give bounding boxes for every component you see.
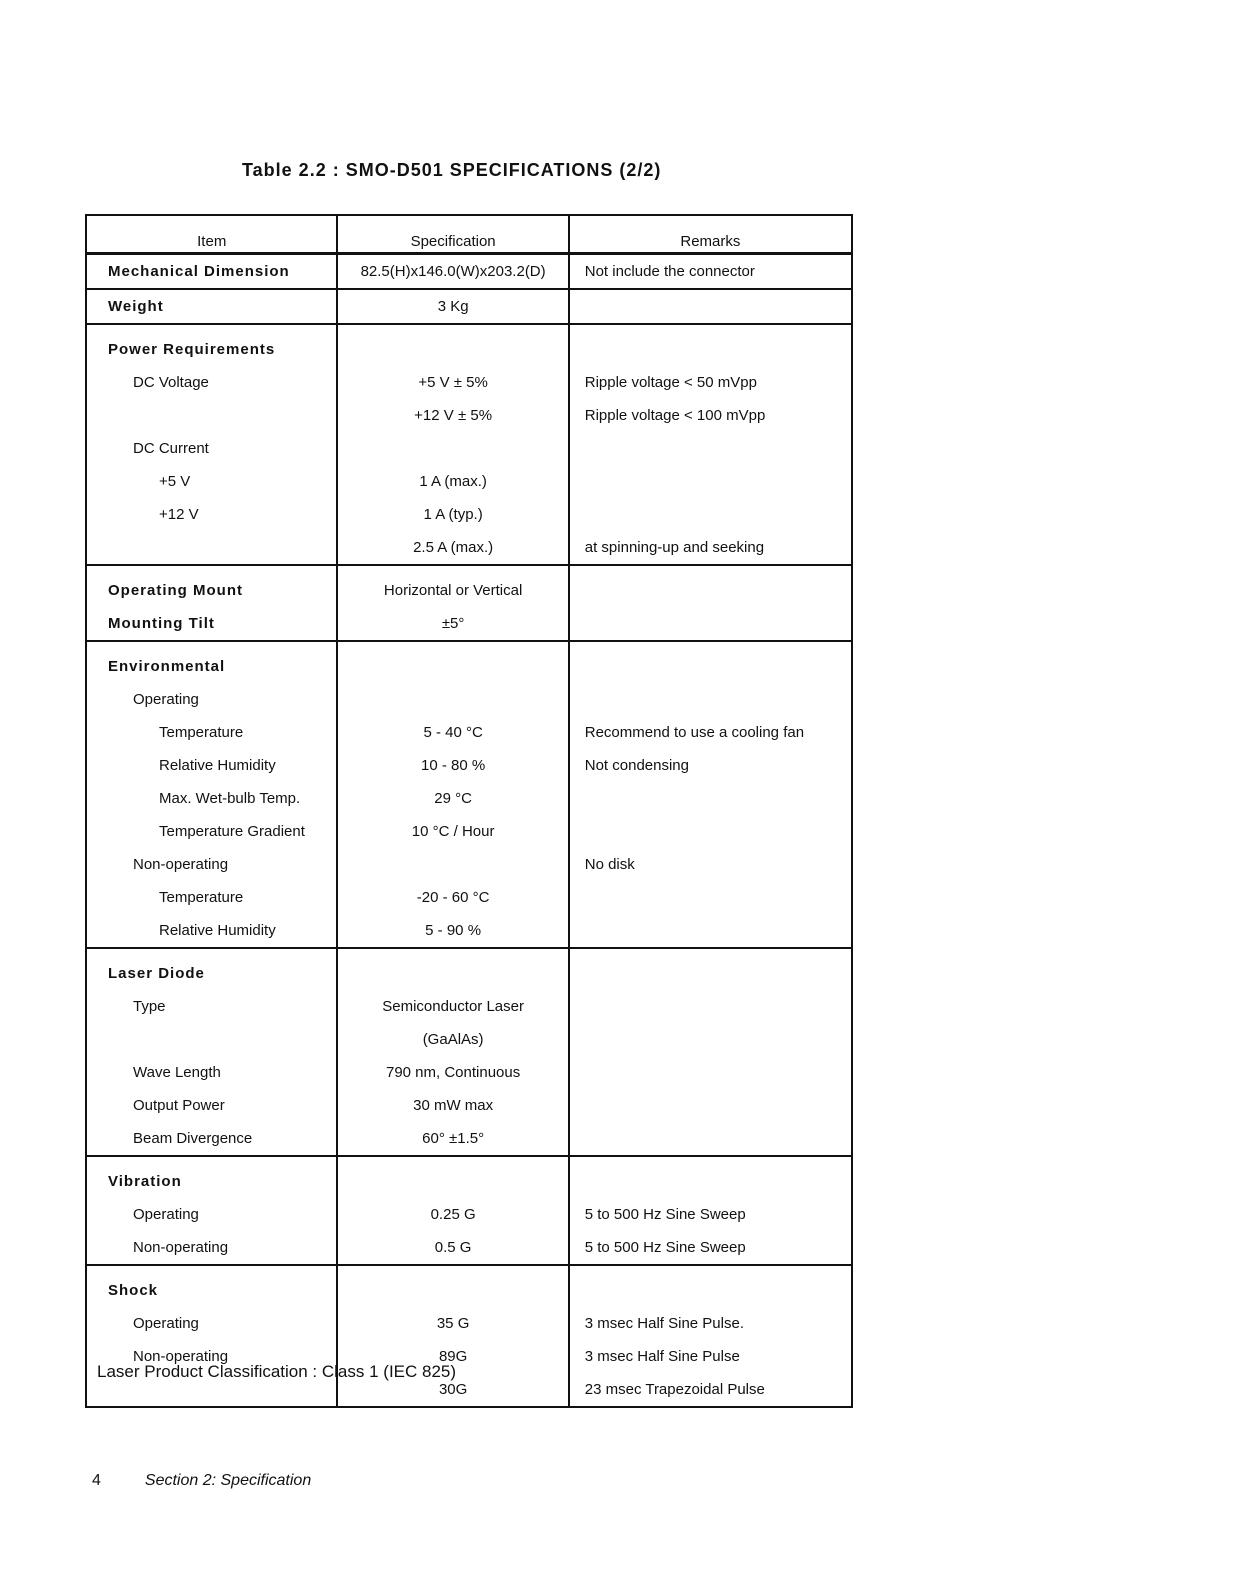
item-label: Power Requirements bbox=[108, 341, 276, 358]
remark-text bbox=[570, 566, 851, 607]
specification-value: (GaAlAs) bbox=[422, 1031, 484, 1048]
item-label: Operating Mount bbox=[108, 582, 243, 599]
section-label: Section 2: Specification bbox=[144, 1472, 312, 1489]
item-label: Max. Wet-bulb Temp. bbox=[159, 790, 301, 807]
remarks-cell bbox=[569, 948, 852, 1156]
laser-classification-note: Laser Product Classification : Class 1 (IEC 825) bbox=[97, 1362, 457, 1381]
item-label: Laser Diode bbox=[108, 965, 205, 982]
table-row bbox=[86, 948, 852, 1156]
remark-text: 23 msec Trapezoidal Pulse bbox=[584, 1381, 765, 1398]
remark-text bbox=[570, 325, 851, 366]
specification-value: +12 V ± 5% bbox=[414, 407, 493, 424]
specification-value: 30 mW max bbox=[413, 1097, 494, 1114]
item-label: Relative Humidity bbox=[159, 922, 276, 939]
remark-text bbox=[570, 1157, 851, 1198]
remark-text bbox=[570, 1089, 851, 1122]
remark-text bbox=[570, 1266, 851, 1307]
page-footer bbox=[92, 1472, 311, 1490]
specification-value bbox=[338, 683, 567, 716]
specification-value: +5 V ± 5% bbox=[418, 374, 488, 391]
item-label: Mechanical Dimension bbox=[108, 263, 290, 280]
specification-value bbox=[338, 325, 567, 366]
table-title: Table 2.2 : SMO-D501 SPECIFICATIONS (2/2) bbox=[242, 160, 662, 180]
remarks-cell bbox=[569, 254, 852, 290]
specification-cell bbox=[337, 254, 568, 290]
item-label: Mounting Tilt bbox=[108, 615, 215, 632]
specification-value: 0.25 G bbox=[430, 1206, 476, 1223]
item-label: Non-operating bbox=[133, 1239, 229, 1256]
specification-value: 82.5(H)x146.0(W)x203.2(D) bbox=[360, 263, 546, 280]
remark-text bbox=[570, 815, 851, 848]
item-label: Output Power bbox=[133, 1097, 225, 1114]
table-row bbox=[86, 565, 852, 641]
table-row bbox=[86, 1156, 852, 1265]
specification-value: 1 A (typ.) bbox=[423, 506, 483, 523]
page-number: 4 bbox=[92, 1472, 101, 1489]
remark-text: 5 to 500 Hz Sine Sweep bbox=[584, 1206, 746, 1223]
specification-value: 1 A (max.) bbox=[419, 473, 487, 490]
remarks-cell bbox=[569, 324, 852, 565]
item-label: Temperature Gradient bbox=[159, 823, 305, 840]
item-label: Non-operating bbox=[133, 856, 229, 873]
remark-text: Ripple voltage < 100 mVpp bbox=[584, 407, 766, 424]
specification-cell bbox=[337, 289, 568, 324]
table-row bbox=[86, 254, 852, 290]
item-label: Relative Humidity bbox=[159, 757, 276, 774]
specification-value: -20 - 60 °C bbox=[416, 889, 490, 906]
specification-value: 790 nm, Continuous bbox=[385, 1064, 521, 1081]
column-header-specification: Specification bbox=[337, 215, 568, 254]
item-label bbox=[87, 1023, 336, 1056]
specification-cell bbox=[337, 1265, 568, 1407]
remark-text bbox=[570, 290, 851, 323]
specification-cell bbox=[337, 324, 568, 565]
remark-text bbox=[570, 1056, 851, 1089]
remark-text bbox=[570, 498, 851, 531]
item-label bbox=[87, 399, 336, 432]
item-label: +5 V bbox=[159, 473, 191, 490]
specification-value: 29 °C bbox=[434, 790, 472, 807]
remark-text bbox=[570, 432, 851, 465]
specification-value: 10 - 80 % bbox=[421, 757, 486, 774]
remark-text: at spinning-up and seeking bbox=[584, 539, 765, 556]
remark-text bbox=[570, 782, 851, 815]
item-label: Weight bbox=[108, 298, 164, 315]
specification-value: 89G bbox=[438, 1348, 468, 1365]
specification-value: 0.5 G bbox=[434, 1239, 472, 1256]
specification-cell bbox=[337, 1156, 568, 1265]
column-header-remarks: Remarks bbox=[569, 215, 852, 254]
specification-cell bbox=[337, 641, 568, 948]
specification-value: ±5° bbox=[441, 615, 465, 632]
remark-text: Ripple voltage < 50 mVpp bbox=[584, 374, 757, 391]
specification-value: 2.5 A (max.) bbox=[413, 539, 494, 556]
table-row bbox=[86, 289, 852, 324]
specification-value bbox=[338, 642, 567, 683]
remark-text: 5 to 500 Hz Sine Sweep bbox=[584, 1239, 746, 1256]
specification-value bbox=[338, 848, 567, 881]
specification-value: Semiconductor Laser bbox=[382, 998, 524, 1015]
table-header-row bbox=[86, 215, 852, 254]
remark-text bbox=[570, 642, 851, 683]
remark-text bbox=[570, 1023, 851, 1056]
item-cell bbox=[86, 254, 337, 290]
item-label: Beam Divergence bbox=[133, 1130, 253, 1147]
item-label: Non-operating bbox=[133, 1348, 229, 1365]
remark-text: Recommend to use a cooling fan bbox=[584, 724, 805, 741]
remark-text: 3 msec Half Sine Pulse. bbox=[584, 1315, 744, 1332]
item-cell bbox=[86, 324, 337, 565]
remark-text: Not condensing bbox=[584, 757, 689, 774]
remark-text bbox=[570, 1122, 851, 1155]
remark-text bbox=[570, 465, 851, 498]
specification-value: 30G bbox=[438, 1381, 468, 1398]
spec-table bbox=[85, 214, 853, 1408]
remark-text: 3 msec Half Sine Pulse bbox=[584, 1348, 740, 1365]
remark-text bbox=[570, 949, 851, 990]
item-label: Shock bbox=[108, 1282, 159, 1299]
item-cell bbox=[86, 565, 337, 641]
item-cell bbox=[86, 948, 337, 1156]
remark-text bbox=[570, 990, 851, 1023]
item-cell bbox=[86, 289, 337, 324]
remarks-cell bbox=[569, 565, 852, 641]
table-row bbox=[86, 641, 852, 948]
item-label: Temperature bbox=[159, 889, 244, 906]
specification-value: 35 G bbox=[436, 1315, 470, 1332]
specification-value: 10 °C / Hour bbox=[411, 823, 495, 840]
specification-value bbox=[338, 949, 567, 990]
table-body bbox=[86, 254, 852, 1408]
item-label: DC Voltage bbox=[133, 374, 209, 391]
item-label bbox=[87, 531, 336, 564]
item-label: Operating bbox=[133, 1315, 199, 1332]
item-label: Vibration bbox=[108, 1173, 182, 1190]
remark-text: Not include the connector bbox=[584, 263, 755, 280]
specification-value bbox=[338, 1266, 567, 1307]
specification-value bbox=[338, 1157, 567, 1198]
item-cell bbox=[86, 1156, 337, 1265]
table-row bbox=[86, 1265, 852, 1407]
table-row bbox=[86, 324, 852, 565]
remarks-cell bbox=[569, 641, 852, 948]
remarks-cell bbox=[569, 1156, 852, 1265]
remark-text bbox=[570, 914, 851, 947]
item-label: Operating bbox=[133, 691, 199, 708]
remark-text bbox=[570, 607, 851, 640]
item-label: Operating bbox=[133, 1206, 199, 1223]
item-label: Type bbox=[133, 998, 166, 1015]
specification-value: 3 Kg bbox=[437, 298, 469, 315]
specification-value: Horizontal or Vertical bbox=[383, 582, 523, 599]
specification-value: 60° ±1.5° bbox=[422, 1130, 485, 1147]
remark-text bbox=[570, 683, 851, 716]
specification-cell bbox=[337, 565, 568, 641]
item-cell bbox=[86, 641, 337, 948]
remark-text: No disk bbox=[584, 856, 635, 873]
item-label: Temperature bbox=[159, 724, 244, 741]
specification-value: 5 - 40 °C bbox=[423, 724, 483, 741]
item-label: DC Current bbox=[133, 440, 209, 457]
item-label: Wave Length bbox=[133, 1064, 221, 1081]
specification-value: 5 - 90 % bbox=[425, 922, 482, 939]
item-label: +12 V bbox=[159, 506, 199, 523]
column-header-item: Item bbox=[86, 215, 337, 254]
remarks-cell bbox=[569, 1265, 852, 1407]
specification-cell bbox=[337, 948, 568, 1156]
specification-value bbox=[338, 432, 567, 465]
item-label: Environmental bbox=[108, 658, 226, 675]
remarks-cell bbox=[569, 289, 852, 324]
remark-text bbox=[570, 881, 851, 914]
item-cell bbox=[86, 1265, 337, 1407]
